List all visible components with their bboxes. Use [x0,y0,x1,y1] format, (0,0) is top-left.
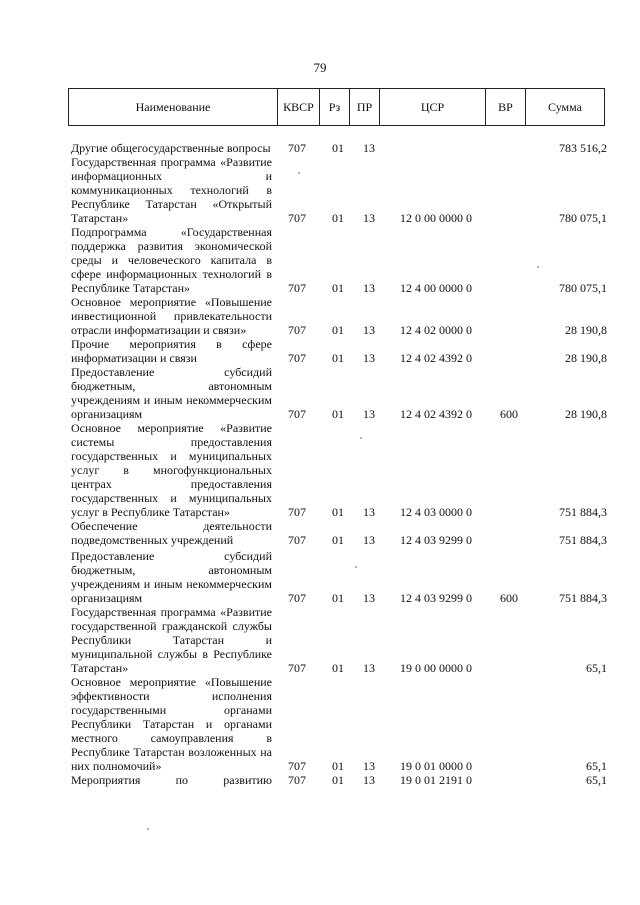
row-csr: 12 4 02 4392 0 [400,407,472,421]
table-row [0,421,640,519]
row-kvsr: 707 [288,211,306,225]
row-kvsr: 707 [288,281,306,295]
row-name: Мероприятия по развитию [71,773,272,787]
row-name: Государственная программа «Развитие государственной гражданской службы Республики Татарстан и муниципальной службы в Республике Татарстан» [71,605,272,675]
row-kvsr: 707 [288,505,306,519]
row-sum: 780 075,1 [559,281,607,295]
row-rz: 01 [332,591,344,605]
header-sum: Сумма [526,89,605,126]
row-rz: 01 [332,323,344,337]
row-pr: 13 [363,533,375,547]
row-pr: 13 [363,211,375,225]
row-pr: 13 [363,281,375,295]
row-name: Основное мероприятие «Развитие системы предоставления государственных и муниципальных услуг в многофункциональных центрах предоставления государственных и муниципальных услуг в Республике Татарстан» [71,421,272,519]
table-row [0,225,640,295]
row-vr: 600 [500,407,518,421]
table-row [0,675,640,773]
row-name: Предоставление субсидий бюджетным, автономным учреждениям и иным некоммерческим организациям [71,365,272,421]
table-row [0,127,640,155]
row-pr: 13 [363,407,375,421]
row-name: Прочие мероприятия в сфере информатизации и связи [71,337,272,365]
table-body [0,127,640,787]
row-pr: 13 [363,773,375,787]
table-row [0,365,640,421]
header-rz: Рз [320,89,350,126]
row-pr: 13 [363,323,375,337]
row-rz: 01 [332,351,344,365]
scan-speck [537,266,539,268]
row-rz: 01 [332,407,344,421]
table-row [0,519,640,547]
table-row [0,547,640,605]
row-sum: 28 190,8 [565,407,607,421]
row-csr: 12 4 03 0000 0 [400,505,472,519]
row-kvsr: 707 [288,591,306,605]
row-rz: 01 [332,141,344,155]
scan-speck [298,172,300,174]
scan-speck [360,437,362,439]
row-kvsr: 707 [288,407,306,421]
row-kvsr: 707 [288,351,306,365]
row-name: Государственная программа «Развитие информационных и коммуникационных технологий в Республике Татарстан «Открытый Татарстан» [71,155,272,225]
row-sum: 751 884,3 [559,505,607,519]
row-sum: 28 190,8 [565,351,607,365]
row-rz: 01 [332,773,344,787]
row-csr: 12 0 00 0000 0 [400,211,472,225]
row-sum: 780 075,1 [559,211,607,225]
table-row [0,605,640,675]
row-name: Обеспечение деятельности подведомственных учреждений [71,519,272,547]
row-csr: 12 4 02 0000 0 [400,323,472,337]
header-pr: ПР [350,89,380,126]
header-name: Наименование [69,89,278,126]
row-sum: 65,1 [586,773,607,787]
row-kvsr: 707 [288,141,306,155]
header-csr: ЦСР [380,89,486,126]
row-kvsr: 707 [288,661,306,675]
row-kvsr: 707 [288,533,306,547]
row-pr: 13 [363,141,375,155]
row-csr: 19 0 00 0000 0 [400,661,472,675]
row-sum: 65,1 [586,759,607,773]
table-header [68,88,605,126]
row-kvsr: 707 [288,323,306,337]
row-pr: 13 [363,591,375,605]
row-rz: 01 [332,211,344,225]
row-sum: 783 516,2 [559,141,607,155]
row-rz: 01 [332,281,344,295]
row-kvsr: 707 [288,773,306,787]
row-vr: 600 [500,591,518,605]
row-csr: 12 4 03 9299 0 [400,533,472,547]
page-number: 79 [313,60,327,75]
row-name: Основное мероприятие «Повышение инвестиционной привлекательности отрасли информатизации и связи» [71,295,272,337]
table-row [0,295,640,337]
row-pr: 13 [363,661,375,675]
row-csr: 12 4 02 4392 0 [400,351,472,365]
row-name: Другие общегосударственные вопросы [71,141,271,155]
row-name: Основное мероприятие «Повышение эффективности исполнения государственными органами Республики Татарстан и органами местного самоуправления в Республике Татарстан возложенных на них полномочий» [71,675,272,773]
row-csr: 12 4 00 0000 0 [400,281,472,295]
scan-speck [147,828,149,830]
table-row [0,337,640,365]
row-name: Предоставление субсидий бюджетным, автономным учреждениям и иным некоммерческим организациям [71,549,272,605]
row-rz: 01 [332,505,344,519]
row-rz: 01 [332,759,344,773]
row-rz: 01 [332,533,344,547]
row-pr: 13 [363,505,375,519]
row-csr: 12 4 03 9299 0 [400,591,472,605]
row-sum: 751 884,3 [559,591,607,605]
row-pr: 13 [363,351,375,365]
row-csr: 19 0 01 0000 0 [400,759,472,773]
row-sum: 65,1 [586,661,607,675]
table-row [0,773,640,787]
header-vr: ВР [486,89,526,126]
row-rz: 01 [332,661,344,675]
row-name: Подпрограмма «Государственная поддержка развития экономической среды и человеческого капитала в сфере информационных технологий в Республике Татарстан» [71,225,272,295]
row-kvsr: 707 [288,759,306,773]
row-pr: 13 [363,759,375,773]
row-csr: 19 0 01 2191 0 [400,773,472,787]
row-sum: 28 190,8 [565,323,607,337]
header-kvsr: КВСР [278,89,320,126]
row-sum: 751 884,3 [559,533,607,547]
table-row [0,155,640,225]
scan-speck [355,566,357,568]
